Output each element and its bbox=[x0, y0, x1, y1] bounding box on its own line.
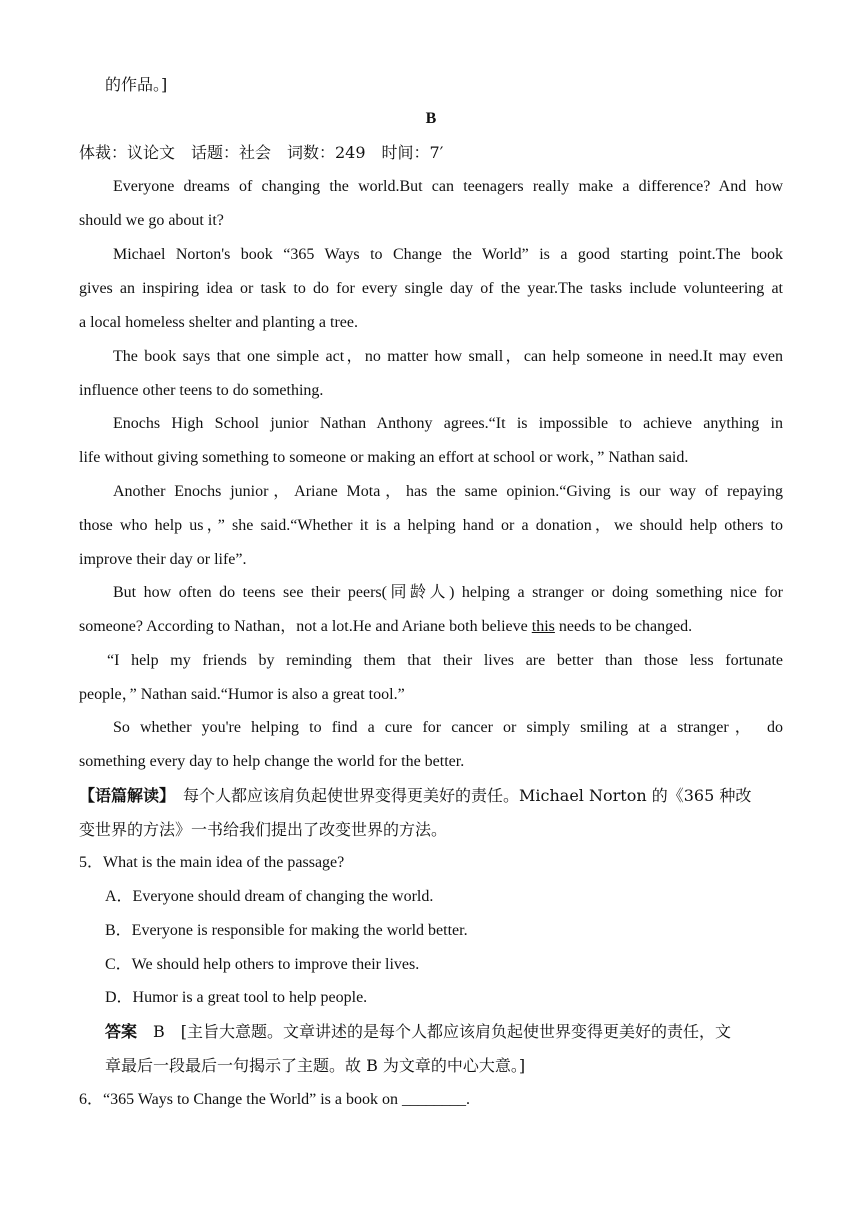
question-6: 6．“365 Ways to Change the World” is a book on ________. bbox=[79, 1091, 471, 1108]
paragraph-7-line-2: people，” Nathan said.“Humor is also a great tool.” bbox=[79, 686, 405, 703]
paragraph-5-line-1: Another Enochs junior，Ariane Mota，has the same opinion.“Giving is our way of repaying bbox=[113, 483, 784, 500]
paragraph-6-line-2 bbox=[79, 616, 692, 638]
question-5-option-d: D．Humor is a great tool to help people. bbox=[105, 989, 368, 1006]
paragraph-2-line-1: Michael Norton's book “365 Ways to Change the World” is a good starting point.The book bbox=[113, 246, 783, 263]
answer-5-line-1 bbox=[105, 1021, 731, 1043]
paragraph-6-line-1: But how often do teens see their peers(同龄人) helping a stranger or doing something nice for bbox=[113, 584, 783, 601]
paragraph-8-line-2: something every day to help change the world for the better. bbox=[79, 753, 465, 770]
reading-analysis-line-2: 变世界的方法》一书给我们提出了改变世界的方法。 bbox=[79, 820, 448, 839]
question-5-option-c: C．We should help others to improve their lives. bbox=[105, 956, 420, 973]
reading-analysis-label: 【语篇解读】 bbox=[79, 786, 168, 805]
paragraph-7-line-1: “I help my friends by reminding them that their lives are better than those less fortunate bbox=[107, 652, 783, 669]
passage-meta: 体裁：议论文 话题：社会 词数：249 时间：7′ bbox=[79, 143, 444, 162]
paragraph-8-line-1: So whether you're helping to find a cure for cancer or simply smiling at a stranger， do bbox=[113, 719, 783, 736]
paragraph-3-line-1: The book says that one simple act，no matter how small，can help someone in need.It may even bbox=[113, 348, 784, 365]
answer-label: 答案 bbox=[105, 1022, 138, 1041]
section-letter: B bbox=[425, 110, 437, 127]
reading-analysis-line-1 bbox=[79, 785, 751, 807]
question-5-option-a: A．Everyone should dream of changing the world. bbox=[105, 888, 434, 905]
paragraph-2-line-3: a local homeless shelter and planting a tree. bbox=[79, 314, 359, 331]
paragraph-5-line-3: improve their day or life”. bbox=[79, 551, 247, 568]
prev-answer-tail: 的作品。] bbox=[105, 75, 168, 94]
underlined-word: this bbox=[531, 618, 555, 635]
answer-5-line-2: 章最后一段最后一句揭示了主题。故 B 为文章的中心大意。] bbox=[105, 1056, 526, 1075]
question-5: 5．What is the main idea of the passage? bbox=[79, 854, 345, 871]
answer-5-text-1: B [主旨大意题。文章讲述的是每个人都应该肩负起使世界变得更美好的责任，文 bbox=[137, 1022, 732, 1041]
question-5-option-b: B．Everyone is responsible for making the world better. bbox=[105, 922, 468, 939]
paragraph-4-line-1: Enochs High School junior Nathan Anthony agrees.“It is impossible to achieve anything in bbox=[113, 415, 783, 432]
paragraph-4-line-2: life without giving something to someone or making an effort at school or work，” Nathan said. bbox=[79, 449, 689, 466]
paragraph-1-line-2: should we go about it? bbox=[79, 212, 224, 229]
paragraph-5-line-2: those who help us，” she said.“Whether it is a helping hand or a donation，we should help others to bbox=[79, 517, 783, 534]
paragraph-1-line-1: Everyone dreams of changing the world.But can teenagers really make a difference? And how bbox=[113, 178, 783, 195]
reading-analysis-text-1: 每个人都应该肩负起使世界变得更美好的责任。Michael Norton 的《365 种改 bbox=[167, 786, 752, 805]
paragraph-6-line-2-start: someone? According to Nathan，not a lot.He and Ariane both believe bbox=[79, 618, 532, 635]
paragraph-6-line-2-end: needs to be changed. bbox=[554, 618, 693, 635]
paragraph-2-line-2: gives an inspiring idea or task to do for every single day of the year.The tasks include volunteering at bbox=[79, 280, 783, 297]
paragraph-3-line-2: influence other teens to do something. bbox=[79, 382, 324, 399]
